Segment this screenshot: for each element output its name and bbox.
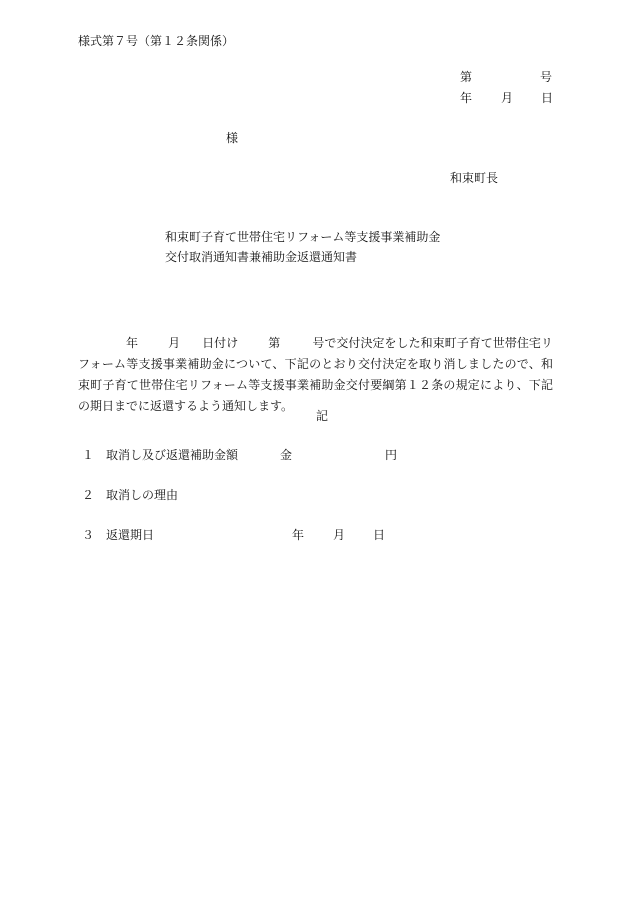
- date-year: 年: [460, 91, 473, 105]
- title-line-1: 和束町子育て世帯住宅リフォーム等支援事業補助金: [165, 230, 441, 244]
- item-1-yen: 円: [385, 448, 398, 462]
- item-3-label: 返還期日: [106, 528, 155, 542]
- item-3-day: 日: [373, 528, 386, 542]
- date-month: 月: [501, 91, 514, 105]
- body-month: 月: [168, 336, 181, 350]
- doc-number-suffix: 号: [540, 70, 553, 84]
- body-no: 第: [268, 336, 281, 350]
- body-day-dated: 日付け: [202, 336, 239, 350]
- item-1-number: １: [82, 448, 95, 462]
- item-1-label: 取消し及び返還補助金額: [106, 448, 239, 462]
- item-2-label: 取消しの理由: [106, 488, 179, 502]
- item-2-number: ２: [82, 488, 95, 502]
- item-3-year: 年: [292, 528, 305, 542]
- title-line-2: 交付取消通知書兼補助金返還通知書: [165, 250, 358, 264]
- addressee-suffix: 様: [226, 131, 239, 145]
- issuer: 和束町長: [450, 171, 499, 185]
- body-paragraph: [78, 333, 553, 417]
- item-3-number: ３: [82, 528, 95, 542]
- item-1-kin: 金: [280, 448, 293, 462]
- body-rest: 号で交付決定をした和束町子育て世帯住宅リフォーム等支援事業補助金について、下記のとおり交付決定を取り消しましたので、和束町子育て世帯住宅リフォーム等支援事業補助金交付要綱第１２条の規定により、下記の期日までに返還するよう通知します。: [78, 336, 553, 413]
- body-year: 年: [126, 336, 139, 350]
- doc-number-prefix: 第: [460, 70, 473, 84]
- form-label: 様式第７号（第１２条関係）: [78, 34, 235, 48]
- item-3-month: 月: [333, 528, 346, 542]
- ki-heading: 記: [316, 409, 329, 423]
- date-day: 日: [541, 91, 554, 105]
